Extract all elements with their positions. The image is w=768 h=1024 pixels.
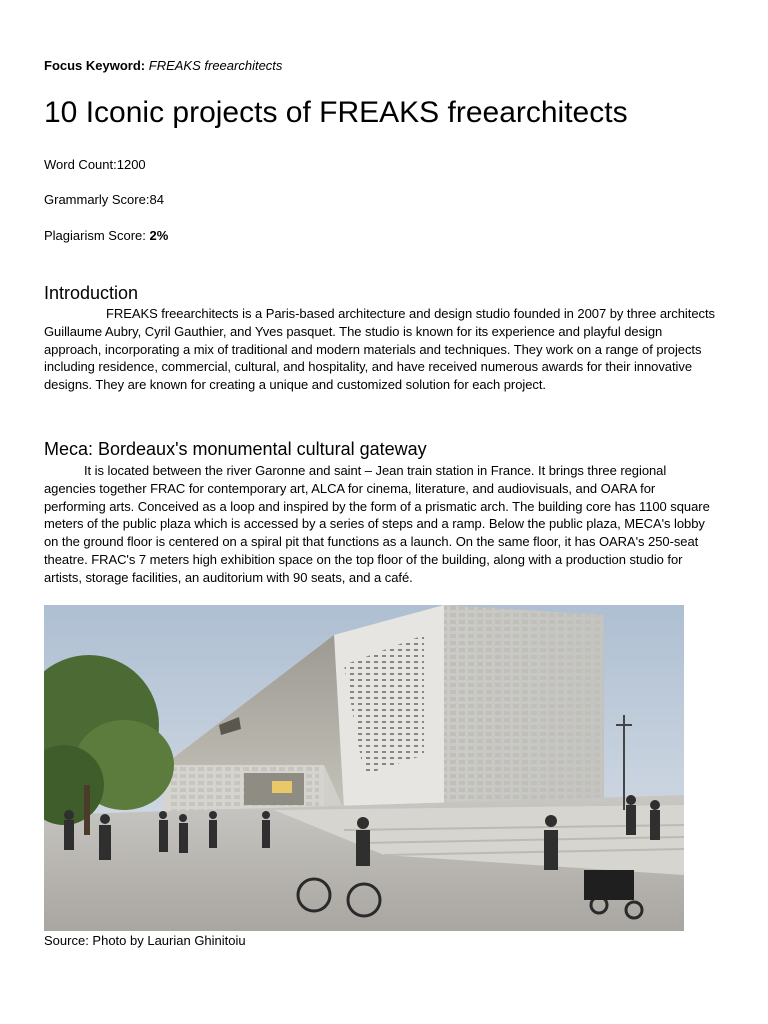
focus-keyword [44, 58, 282, 74]
page-title: 10 Iconic projects of FREAKS freearchitects [44, 96, 628, 129]
focus-keyword-label: Focus Keyword: [44, 58, 146, 73]
word-count: Word Count:1200 [44, 157, 146, 172]
section-body-meca: It is located between the river Garonne and saint – Jean train station in France. It brings three regional agencies together FRAC for contemporary art, ALCA for cinema, literature, and audiovisuals, and OARA for performing arts. Conceived as a loop and inspired by the form of a prismatic arch. The building core has 1100 square meters of the public plaza which is accessed by a series of steps and a ramp. Below the public plaza, MECA's lobby on the ground floor is centered on a spiral pit that functions as a launch. On the same floor, it has OARA's 250-seat theatre. FRAC's 7 meters high exhibition space on the top floor of the building, along with a production studio for artists, storage facilities, an auditorium with 90 seats, and a café. [44, 463, 710, 585]
plagiarism-score [44, 228, 168, 244]
grammarly-score: Grammarly Score:84 [44, 192, 164, 207]
plagiarism-value: 2% [149, 228, 169, 243]
plagiarism-label: Plagiarism Score: [44, 228, 146, 243]
section-body-introduction: FREAKS freearchitects is a Paris-based architecture and design studio founded in 2007 by three architects Guillaume Aubry, Cyril Gauthier, and Yves pasquet. The studio is known for its experience and playful design approach, incorporating a mix of traditional and modern materials and techniques. They work on a range of projects including residence, commercial, cultural, and hospitality, and have received numerous awards for their innovative designs. They are known for creating a unique and customized solution for each project. [44, 306, 715, 393]
building-photo [44, 605, 684, 931]
focus-keyword-value: FREAKS freearchitects [148, 58, 283, 73]
photo-caption: Source: Photo by Laurian Ghinitoiu [44, 933, 246, 948]
section-heading-meca: Meca: Bordeaux's monumental cultural gateway [44, 439, 427, 459]
section-heading-introduction: Introduction [44, 283, 139, 303]
